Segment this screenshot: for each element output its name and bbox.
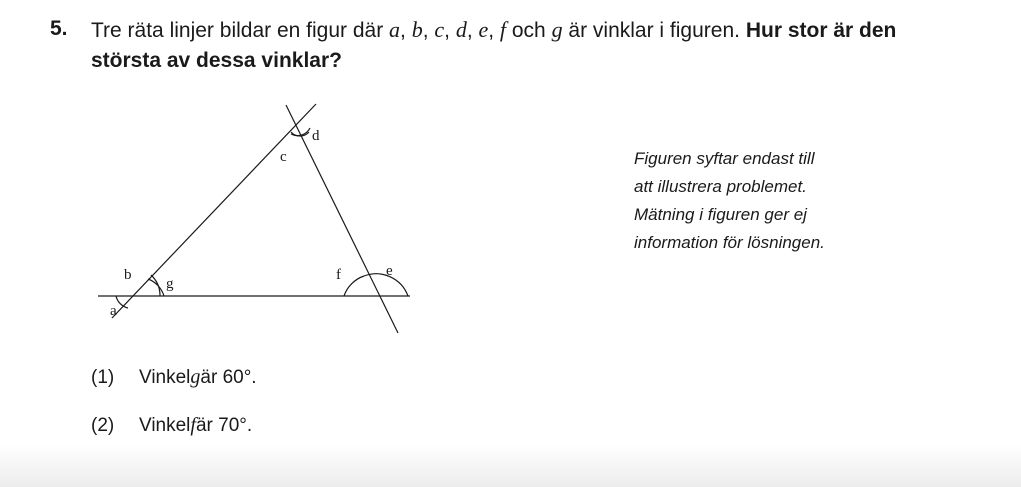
statement-post: är 70°. (195, 415, 253, 436)
arc-a (116, 296, 128, 308)
statement-pre: Vinkel (139, 415, 191, 436)
triangle-figure (90, 98, 430, 338)
separator: , (422, 19, 435, 42)
var-e: e (478, 17, 489, 42)
var-d: d (455, 17, 467, 42)
note-line: att illustrera problemet. (634, 177, 807, 196)
separator: , (400, 19, 412, 42)
question-intro: Tre räta linjer bildar en figur där (91, 19, 390, 42)
statement-post: är 60°. (200, 367, 257, 388)
right-line (286, 105, 398, 333)
statement-number: (1) (91, 367, 115, 388)
figure-note (634, 145, 894, 257)
question-bold: Hur stor är den största av dessa vinklar? (91, 19, 897, 72)
note-line: information för lösningen. (634, 233, 825, 252)
separator: , (488, 19, 500, 42)
question-number: 5. (50, 17, 68, 40)
conjunction: och (506, 19, 552, 42)
separator: , (466, 19, 479, 42)
question-continuation: är vinklar i figuren. (562, 19, 746, 42)
var-b: b (411, 17, 423, 42)
label-e: e (386, 263, 393, 279)
label-a: a (110, 303, 117, 319)
statement-number: (2) (91, 415, 115, 436)
note-line: Figuren syftar endast till (634, 149, 815, 168)
left-line (112, 104, 316, 318)
statement-var: g (190, 366, 201, 388)
var-f: f (499, 17, 507, 42)
var-a: a (389, 17, 401, 42)
var-c: c (434, 17, 445, 42)
arc-f (344, 276, 364, 296)
label-g: g (166, 276, 174, 292)
statement-var: f (190, 414, 196, 436)
label-f: f (336, 267, 341, 283)
label-b: b (124, 267, 132, 283)
label-c: c (280, 149, 287, 165)
statement-1 (91, 366, 257, 389)
separator: , (444, 19, 456, 42)
note-line: Mätning i figuren ger ej (634, 205, 807, 224)
statement-pre: Vinkel (139, 367, 191, 388)
statement-2 (91, 414, 252, 437)
label-d: d (312, 128, 320, 144)
bottom-shadow (0, 445, 1021, 487)
var-g: g (551, 17, 563, 42)
question-text (91, 15, 971, 76)
